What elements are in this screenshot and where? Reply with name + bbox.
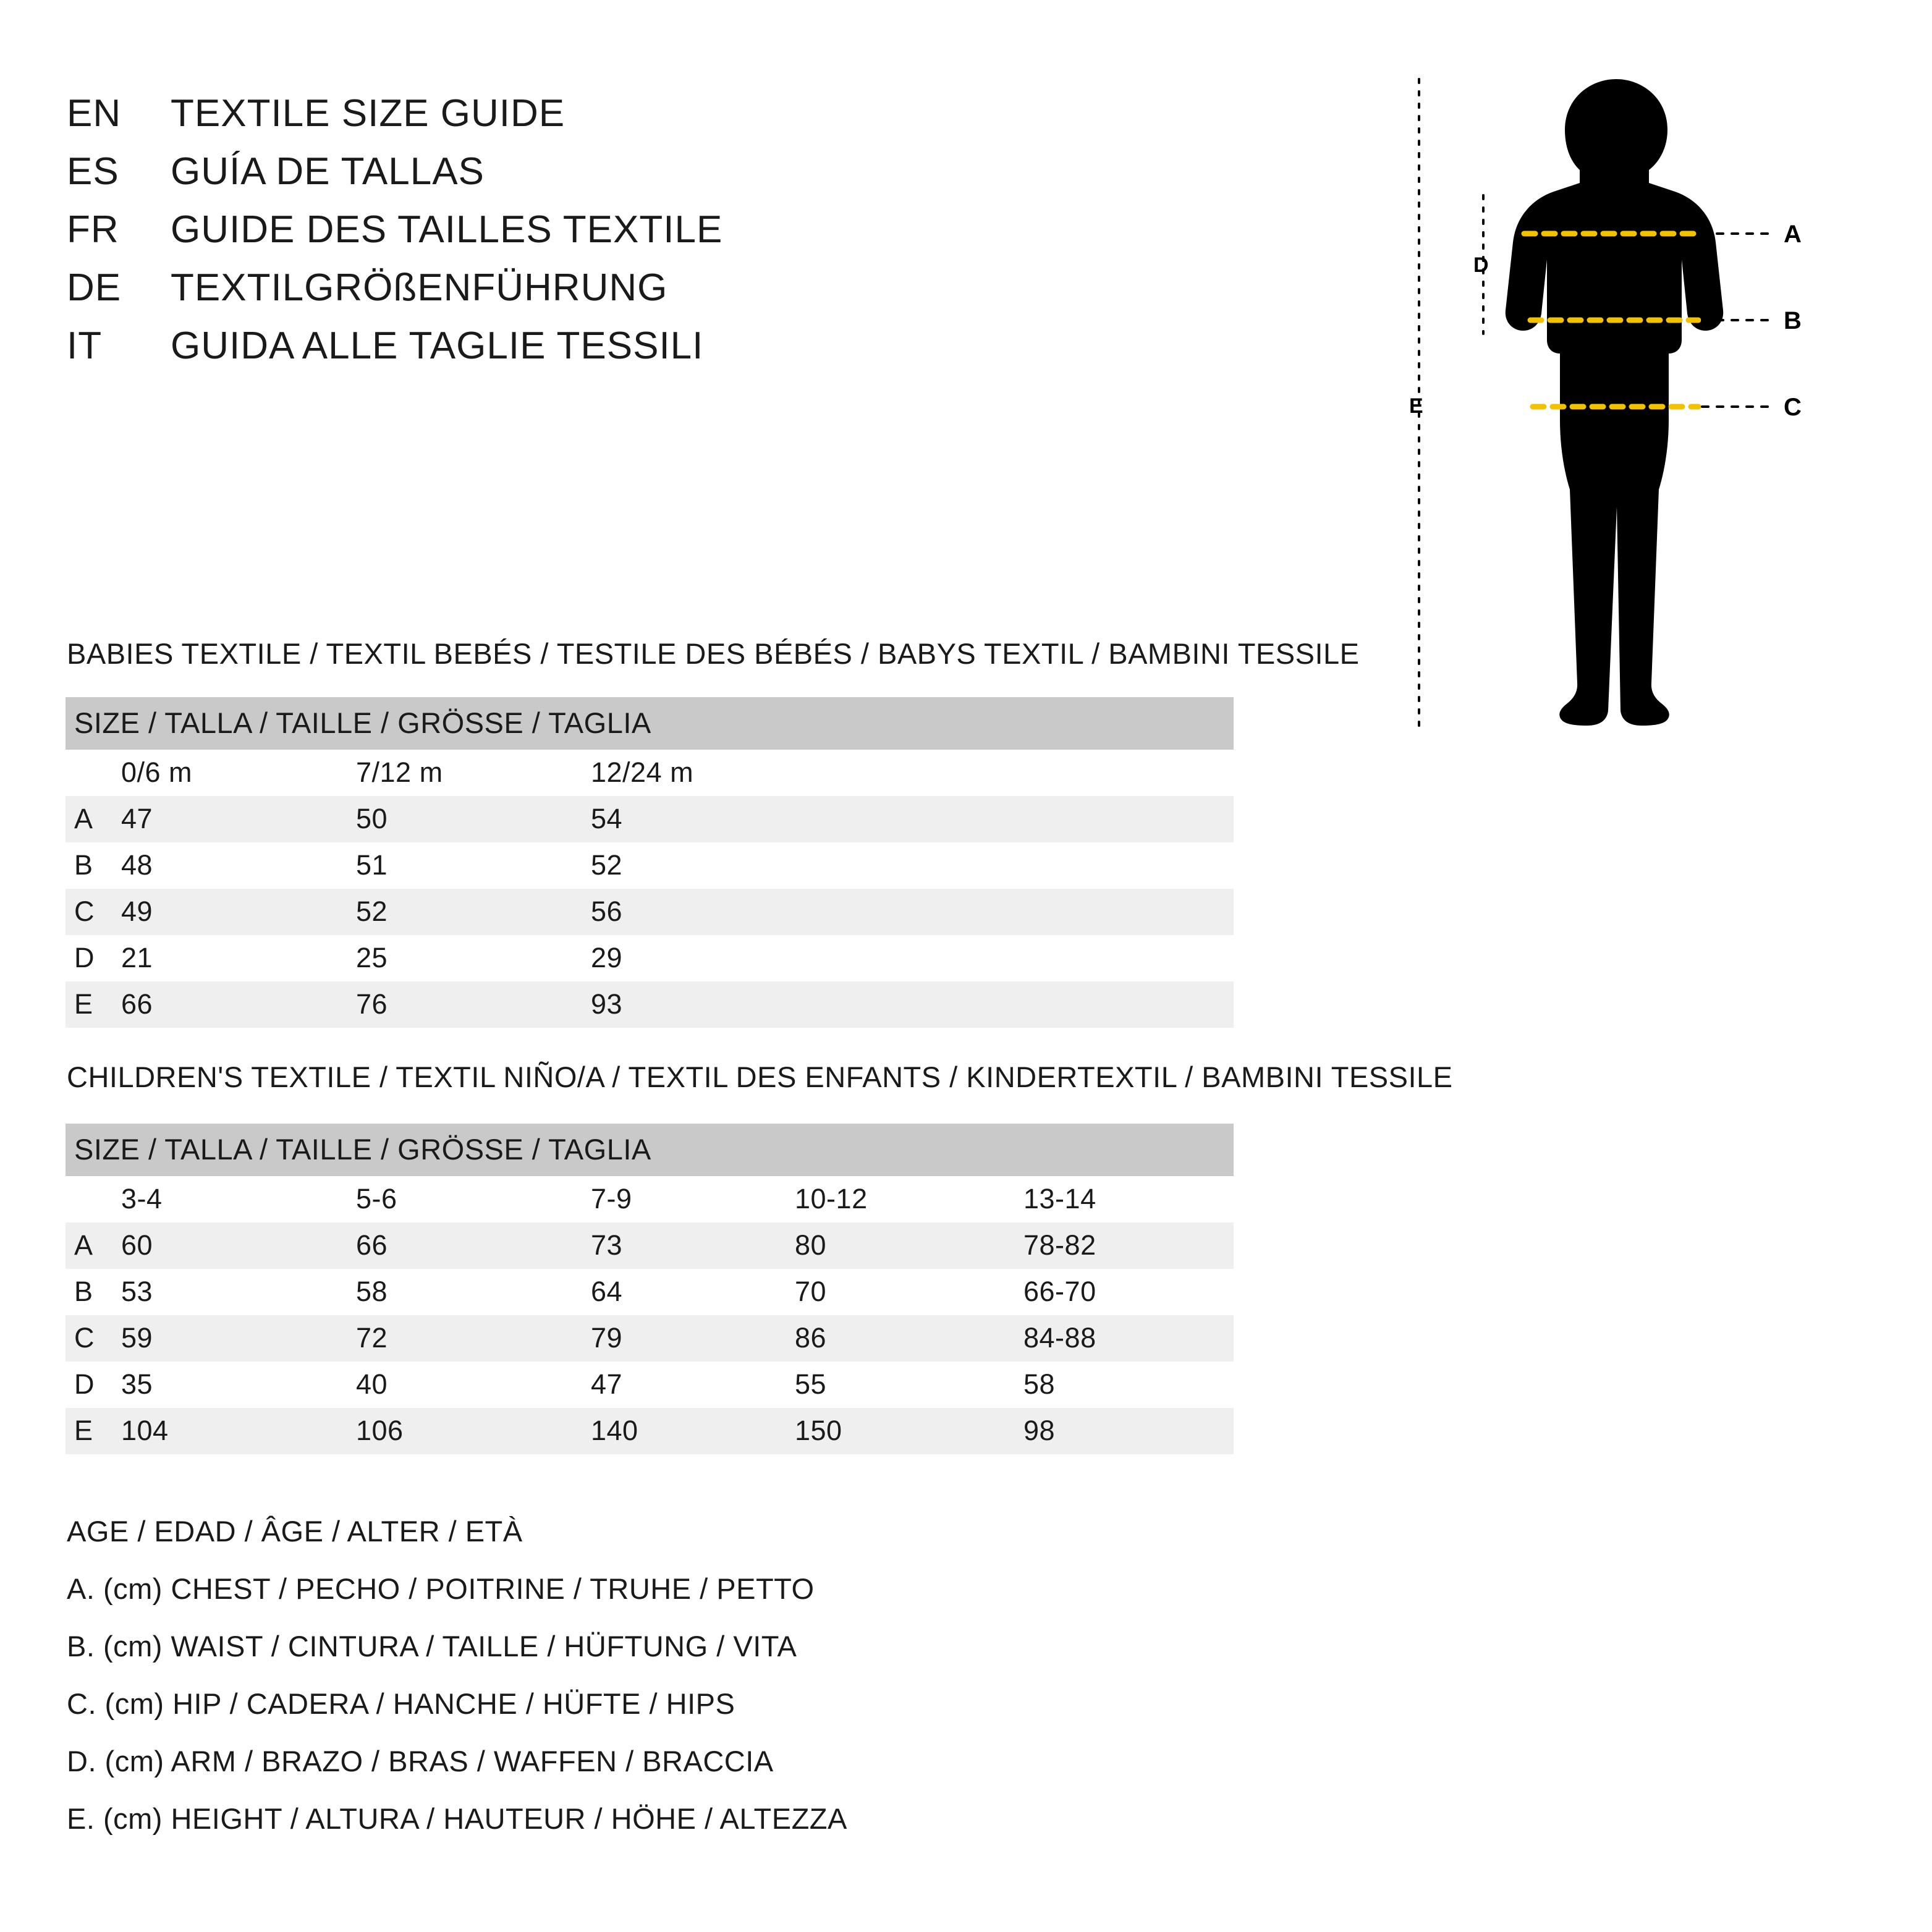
children-size-header: SIZE / TALLA / TAILLE / GRÖSSE / TAGLIA (66, 1124, 1234, 1176)
table-row (66, 1222, 1234, 1269)
cell-e-1: 106 (356, 1408, 591, 1454)
measurement-figure (1409, 74, 1866, 773)
legend-height: E. (cm) HEIGHT / ALTURA / HAUTEUR / HÖHE / ALTEZZA (67, 1802, 847, 1835)
cell-d-4: 58 (1023, 1362, 1234, 1408)
table-column-row (66, 1176, 1234, 1222)
cell-b-2: 52 (591, 842, 1234, 889)
legend-hip: C. (cm) HIP / CADERA / HANCHE / HÜFTE / HIPS (67, 1687, 735, 1720)
cell-a-4: 78-82 (1023, 1222, 1234, 1269)
figure-label-e: E (1409, 394, 1423, 418)
cell-b-4: 66-70 (1023, 1269, 1234, 1315)
cell-e-0: 104 (121, 1408, 356, 1454)
cell-b-2: 64 (591, 1269, 795, 1315)
row-label-a: A (66, 1222, 121, 1269)
table-row (66, 1315, 1234, 1362)
children-col-4: 13-14 (1023, 1176, 1234, 1222)
babies-size-table (66, 697, 1234, 1028)
cell-e-4: 98 (1023, 1408, 1234, 1454)
row-label-d: D (66, 935, 121, 981)
title-block (67, 91, 1241, 382)
children-col-2: 7-9 (591, 1176, 795, 1222)
cell-c-3: 86 (795, 1315, 1023, 1362)
cell-a-2: 73 (591, 1222, 795, 1269)
cell-c-2: 56 (591, 889, 1234, 935)
cell-a-1: 66 (356, 1222, 591, 1269)
title-text-de: TEXTILGRÖßENFÜHRUNG (171, 266, 668, 309)
cell-a-2: 54 (591, 796, 1234, 842)
title-text-en: TEXTILE SIZE GUIDE (171, 92, 566, 135)
cell-e-1: 76 (356, 981, 591, 1028)
cell-b-1: 58 (356, 1269, 591, 1315)
table-header-row (66, 1124, 1234, 1176)
children-section-heading: CHILDREN'S TEXTILE / TEXTIL NIÑO/A / TEXTIL DES ENFANTS / KINDERTEXTIL / BAMBINI TESSILE (67, 1061, 1453, 1093)
cell-e-2: 93 (591, 981, 1234, 1028)
cell-b-0: 53 (121, 1269, 356, 1315)
row-label-c: C (66, 889, 121, 935)
cell-d-1: 40 (356, 1362, 591, 1408)
children-col-1: 5-6 (356, 1176, 591, 1222)
figure-label-d: D (1473, 253, 1489, 277)
title-lang-it: IT (67, 324, 103, 367)
cell-c-1: 72 (356, 1315, 591, 1362)
corner-cell (66, 1176, 121, 1222)
table-row (66, 1408, 1234, 1454)
cell-c-0: 49 (121, 889, 356, 935)
table-row (66, 1362, 1234, 1408)
title-row-en (67, 91, 1241, 150)
cell-d-3: 55 (795, 1362, 1023, 1408)
table-row (66, 842, 1234, 889)
cell-a-1: 50 (356, 796, 591, 842)
cell-d-0: 21 (121, 935, 356, 981)
title-lang-de: DE (67, 266, 122, 309)
cell-c-4: 84-88 (1023, 1315, 1234, 1362)
figure-label-b: B (1784, 307, 1802, 334)
children-col-3: 10-12 (795, 1176, 1023, 1222)
cell-d-2: 47 (591, 1362, 795, 1408)
cell-a-3: 80 (795, 1222, 1023, 1269)
cell-a-0: 47 (121, 796, 356, 842)
cell-e-2: 140 (591, 1408, 795, 1454)
figure-label-c: C (1784, 394, 1802, 421)
row-label-c: C (66, 1315, 121, 1362)
babies-col-0: 0/6 m (121, 750, 356, 796)
table-header-row (66, 697, 1234, 750)
title-text-es: GUÍA DE TALLAS (171, 150, 485, 193)
babies-size-header: SIZE / TALLA / TAILLE / GRÖSSE / TAGLIA (66, 697, 1234, 750)
title-row-es (67, 150, 1241, 208)
row-label-b: B (66, 1269, 121, 1315)
cell-a-0: 60 (121, 1222, 356, 1269)
table-column-row (66, 750, 1234, 796)
row-label-b: B (66, 842, 121, 889)
cell-b-3: 70 (795, 1269, 1023, 1315)
title-lang-en: EN (67, 92, 122, 135)
row-label-e: E (66, 1408, 121, 1454)
title-row-fr (67, 208, 1241, 266)
table-row (66, 1269, 1234, 1315)
cell-d-0: 35 (121, 1362, 356, 1408)
title-text-fr: GUIDE DES TAILLES TEXTILE (171, 208, 723, 251)
babies-col-1: 7/12 m (356, 750, 591, 796)
figure-label-a: A (1784, 221, 1802, 248)
legend-age: AGE / EDAD / ÂGE / ALTER / ETÀ (67, 1515, 523, 1548)
corner-cell (66, 750, 121, 796)
babies-col-2: 12/24 m (591, 750, 1234, 796)
cell-c-0: 59 (121, 1315, 356, 1362)
cell-b-1: 51 (356, 842, 591, 889)
title-row-it (67, 324, 1241, 382)
title-text-it: GUIDA ALLE TAGLIE TESSILI (171, 324, 704, 367)
row-label-e: E (66, 981, 121, 1028)
cell-d-1: 25 (356, 935, 591, 981)
row-label-a: A (66, 796, 121, 842)
legend-chest: A. (cm) CHEST / PECHO / POITRINE / TRUHE / PETTO (67, 1572, 815, 1605)
cell-e-3: 150 (795, 1408, 1023, 1454)
title-lang-es: ES (67, 150, 119, 193)
cell-b-0: 48 (121, 842, 356, 889)
title-row-de (67, 266, 1241, 324)
table-row (66, 981, 1234, 1028)
children-col-0: 3-4 (121, 1176, 356, 1222)
cell-c-1: 52 (356, 889, 591, 935)
cell-d-2: 29 (591, 935, 1234, 981)
legend-waist: B. (cm) WAIST / CINTURA / TAILLE / HÜFTUNG / VITA (67, 1630, 797, 1663)
table-row (66, 889, 1234, 935)
children-size-table (66, 1124, 1234, 1454)
title-lang-fr: FR (67, 208, 119, 251)
cell-c-2: 79 (591, 1315, 795, 1362)
row-label-d: D (66, 1362, 121, 1408)
legend-arm: D. (cm) ARM / BRAZO / BRAS / WAFFEN / BRACCIA (67, 1745, 774, 1777)
child-silhouette-icon (1506, 79, 1723, 726)
cell-e-0: 66 (121, 981, 356, 1028)
table-row (66, 796, 1234, 842)
legend-block (67, 1514, 847, 1859)
babies-section-heading: BABIES TEXTILE / TEXTIL BEBÉS / TESTILE DES BÉBÉS / BABYS TEXTIL / BAMBINI TESSILE (67, 637, 1360, 670)
table-row (66, 935, 1234, 981)
